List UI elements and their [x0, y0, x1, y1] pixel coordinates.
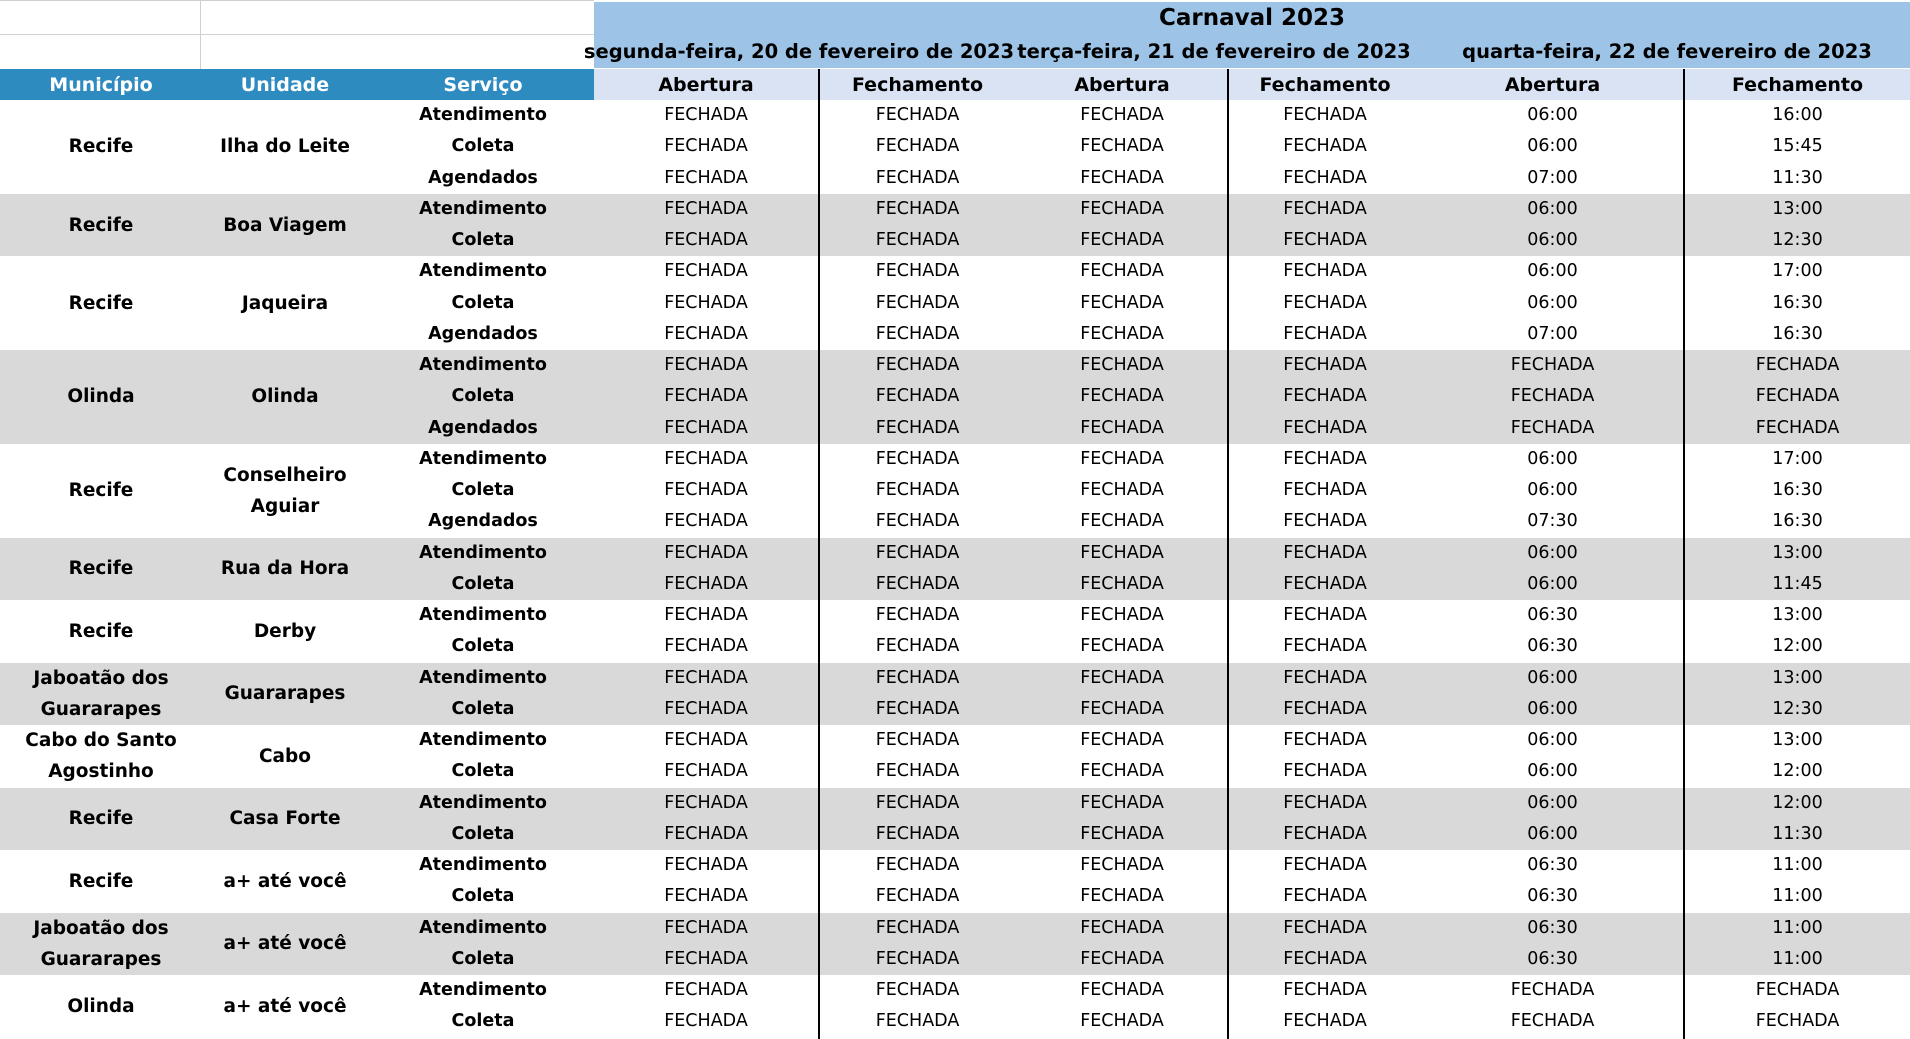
- cell-value: 12:00: [1772, 761, 1823, 782]
- cell-value: FECHADA: [875, 480, 960, 500]
- cell-value: FECHADA: [664, 198, 748, 219]
- cell-value: FECHADA: [1080, 698, 1164, 719]
- col-header-fechamento-2: Fechamento: [1259, 73, 1391, 96]
- cell-value: FECHADA: [875, 355, 960, 375]
- cell-value: FECHADA: [664, 355, 748, 375]
- cell-value: FECHADA: [1080, 823, 1164, 844]
- cell-value: 07:30: [1527, 511, 1578, 532]
- cell-unidade: Cabo: [258, 745, 311, 767]
- cell-value: 06:00: [1527, 542, 1578, 563]
- cell-value: FECHADA: [664, 948, 748, 969]
- col-header-servico: Serviço: [443, 73, 523, 96]
- cell-value: FECHADA: [875, 980, 960, 1000]
- cell-value: FECHADA: [1283, 886, 1367, 907]
- cell-value: FECHADA: [1510, 386, 1595, 407]
- cell-value: FECHADA: [1080, 198, 1164, 219]
- cell-unidade: Olinda: [251, 386, 319, 408]
- table-row: [0, 850, 1910, 881]
- column-separator: [1683, 69, 1685, 1039]
- cell-value: FECHADA: [1080, 386, 1164, 407]
- cell-value: FECHADA: [1080, 167, 1164, 188]
- cell-value: FECHADA: [1080, 448, 1164, 469]
- cell-value: FECHADA: [664, 511, 748, 532]
- cell-unidade: Derby: [253, 620, 317, 642]
- cell-value: 11:00: [1772, 855, 1823, 875]
- cell-value: FECHADA: [1080, 105, 1164, 125]
- cell-value: 06:30: [1527, 917, 1578, 938]
- table-row: [0, 944, 1910, 975]
- cell-municipio: Recife: [68, 480, 134, 502]
- cell-value: 13:00: [1772, 605, 1823, 625]
- cell-value: 06:00: [1527, 573, 1578, 594]
- cell-value: 06:00: [1527, 198, 1578, 219]
- cell-servico: Coleta: [451, 230, 515, 250]
- cell-value: 06:00: [1527, 261, 1578, 282]
- cell-value: 06:30: [1527, 636, 1578, 657]
- cell-value: FECHADA: [664, 542, 748, 563]
- cell-servico: Atendimento: [419, 855, 547, 875]
- table-row: [0, 350, 1910, 381]
- cell-servico: Agendados: [428, 167, 538, 188]
- col-header-abertura-1: Abertura: [658, 73, 754, 96]
- table-row: [0, 913, 1910, 944]
- cell-value: FECHADA: [664, 292, 748, 313]
- cell-value: FECHADA: [1283, 761, 1367, 782]
- table-row: [0, 444, 1910, 475]
- cell-municipio: Jaboatão dos Guararapes: [33, 667, 169, 720]
- cell-value: 07:00: [1527, 167, 1578, 188]
- cell-value: FECHADA: [1080, 605, 1164, 625]
- cell-servico: Atendimento: [419, 605, 547, 625]
- cell-value: 17:00: [1772, 261, 1823, 282]
- cell-value: 16:30: [1772, 480, 1823, 500]
- table-row: [0, 569, 1910, 600]
- cell-value: 07:00: [1527, 323, 1578, 344]
- cell-municipio: Cabo do Santo Agostinho: [25, 730, 177, 783]
- cell-value: FECHADA: [664, 323, 748, 344]
- cell-value: 06:30: [1527, 855, 1578, 875]
- cell-servico: Agendados: [428, 417, 538, 438]
- cell-value: FECHADA: [1283, 730, 1367, 750]
- cell-municipio: Recife: [68, 870, 134, 892]
- cell-value: FECHADA: [664, 730, 748, 750]
- cell-municipio: Jaboatão dos Guararapes: [33, 917, 169, 970]
- cell-value: 12:30: [1772, 698, 1823, 719]
- cell-value: FECHADA: [1755, 355, 1840, 375]
- cell-value: FECHADA: [1283, 948, 1367, 969]
- cell-value: FECHADA: [664, 605, 748, 625]
- col-header-fechamento-1: Fechamento: [851, 73, 984, 96]
- cell-value: FECHADA: [664, 230, 748, 250]
- cell-servico: Atendimento: [419, 261, 547, 282]
- cell-value: FECHADA: [1755, 1011, 1840, 1032]
- cell-unidade: Jaqueira: [241, 292, 329, 314]
- cell-value: FECHADA: [1283, 1011, 1367, 1032]
- table-row: [0, 506, 1910, 537]
- cell-value: FECHADA: [1080, 542, 1164, 563]
- cell-value: 16:30: [1772, 511, 1823, 532]
- cell-value: FECHADA: [1283, 261, 1367, 282]
- cell-value: FECHADA: [1080, 636, 1164, 657]
- cell-value: FECHADA: [1283, 511, 1367, 532]
- cell-value: 11:45: [1772, 573, 1823, 594]
- cell-servico: Coleta: [451, 761, 515, 782]
- cell-servico: Coleta: [451, 823, 515, 844]
- cell-value: FECHADA: [875, 573, 960, 594]
- cell-unidade: Ilha do Leite: [220, 136, 350, 158]
- cell-value: 16:30: [1772, 323, 1823, 344]
- cell-servico: Atendimento: [419, 542, 547, 563]
- cell-value: FECHADA: [664, 636, 748, 657]
- cell-unidade: a+ até você: [223, 933, 347, 955]
- cell-value: 16:30: [1772, 292, 1823, 313]
- cell-value: FECHADA: [1283, 792, 1367, 813]
- cell-value: 12:30: [1772, 230, 1823, 250]
- cell-servico: Atendimento: [419, 917, 547, 938]
- cell-value: FECHADA: [664, 698, 748, 719]
- cell-value: FECHADA: [664, 261, 748, 282]
- cell-value: FECHADA: [664, 823, 748, 844]
- cell-value: FECHADA: [875, 542, 960, 563]
- cell-value: FECHADA: [1080, 667, 1164, 688]
- cell-value: FECHADA: [1283, 323, 1367, 344]
- cell-value: FECHADA: [664, 855, 748, 875]
- cell-value: FECHADA: [875, 292, 960, 313]
- cell-value: 06:00: [1527, 761, 1578, 782]
- cell-value: 11:00: [1772, 948, 1823, 969]
- cell-value: 06:00: [1527, 730, 1578, 750]
- cell-value: FECHADA: [875, 917, 960, 938]
- cell-value: FECHADA: [1283, 636, 1367, 657]
- cell-value: 06:00: [1527, 792, 1578, 813]
- col-header-abertura-2: Abertura: [1074, 73, 1170, 96]
- cell-value: FECHADA: [875, 136, 960, 157]
- day-header-1: segunda-feira, 20 de fevereiro de 2023: [583, 39, 1015, 63]
- cell-value: FECHADA: [1283, 542, 1367, 563]
- table-row: [0, 819, 1910, 850]
- cell-value: FECHADA: [664, 573, 748, 594]
- table-row: [0, 225, 1910, 256]
- cell-value: FECHADA: [664, 761, 748, 782]
- cell-servico: Atendimento: [419, 980, 547, 1000]
- table-row: [0, 1006, 1910, 1037]
- cell-value: FECHADA: [664, 417, 748, 438]
- page-title: Carnaval 2023: [1158, 5, 1346, 31]
- cell-servico: Coleta: [451, 292, 515, 313]
- cell-servico: Atendimento: [419, 730, 547, 750]
- cell-servico: Atendimento: [419, 105, 547, 125]
- cell-municipio: Recife: [68, 136, 134, 158]
- cell-value: 06:00: [1527, 448, 1578, 469]
- cell-value: 11:00: [1772, 917, 1823, 938]
- cell-value: 06:00: [1527, 480, 1578, 500]
- cell-value: 12:00: [1772, 636, 1823, 657]
- table-row: [0, 100, 1910, 131]
- table-row: [0, 256, 1910, 287]
- cell-value: FECHADA: [664, 448, 748, 469]
- cell-value: 06:00: [1527, 698, 1578, 719]
- cell-value: 11:30: [1772, 823, 1823, 844]
- cell-value: FECHADA: [875, 698, 960, 719]
- cell-value: 13:00: [1772, 667, 1823, 688]
- cell-value: FECHADA: [664, 980, 748, 1000]
- cell-value: FECHADA: [1080, 417, 1164, 438]
- col-header-abertura-3: Abertura: [1504, 73, 1601, 96]
- cell-value: FECHADA: [1080, 855, 1164, 875]
- cell-value: FECHADA: [1283, 917, 1367, 938]
- cell-value: FECHADA: [875, 1011, 960, 1032]
- cell-municipio: Olinda: [67, 995, 135, 1017]
- cell-value: 15:45: [1772, 136, 1823, 157]
- cell-servico: Atendimento: [419, 355, 547, 375]
- cell-value: FECHADA: [875, 417, 960, 438]
- cell-value: FECHADA: [664, 917, 748, 938]
- cell-servico: Coleta: [451, 698, 515, 719]
- cell-value: FECHADA: [1080, 917, 1164, 938]
- table-row: [0, 788, 1910, 819]
- cell-value: FECHADA: [1283, 417, 1367, 438]
- cell-value: FECHADA: [664, 167, 748, 188]
- cell-servico: Coleta: [451, 1011, 515, 1032]
- cell-value: FECHADA: [875, 823, 960, 844]
- cell-value: FECHADA: [1080, 292, 1164, 313]
- cell-value: FECHADA: [664, 792, 748, 813]
- cell-value: FECHADA: [1283, 386, 1367, 407]
- day-header-3: quarta-feira, 22 de fevereiro de 2023: [1462, 39, 1872, 63]
- cell-value: FECHADA: [1510, 355, 1595, 375]
- cell-value: FECHADA: [1283, 855, 1367, 875]
- column-separator: [1227, 69, 1229, 1039]
- cell-value: FECHADA: [1283, 198, 1367, 219]
- cell-value: FECHADA: [1080, 355, 1164, 375]
- cell-value: FECHADA: [1080, 761, 1164, 782]
- cell-value: FECHADA: [664, 667, 748, 688]
- cell-value: FECHADA: [1080, 980, 1164, 1000]
- cell-value: 16:00: [1772, 105, 1823, 125]
- cell-value: FECHADA: [875, 261, 960, 282]
- cell-servico: Coleta: [451, 948, 515, 969]
- table-row: [0, 163, 1910, 194]
- cell-value: 06:00: [1527, 136, 1578, 157]
- table-row: [0, 600, 1910, 631]
- cell-value: FECHADA: [1283, 136, 1367, 157]
- cell-value: FECHADA: [664, 105, 748, 125]
- table-row: [0, 663, 1910, 694]
- cell-value: FECHADA: [664, 386, 748, 407]
- cell-value: FECHADA: [1283, 667, 1367, 688]
- cell-unidade: Casa Forte: [229, 808, 341, 830]
- cell-value: FECHADA: [875, 511, 960, 532]
- cell-servico: Coleta: [451, 136, 515, 157]
- cell-servico: Atendimento: [419, 448, 547, 469]
- cell-value: FECHADA: [875, 636, 960, 657]
- cell-value: 06:00: [1527, 667, 1578, 688]
- cell-value: 06:00: [1527, 230, 1578, 250]
- cell-value: FECHADA: [1080, 136, 1164, 157]
- cell-unidade: a+ até você: [223, 870, 347, 892]
- cell-value: FECHADA: [1283, 605, 1367, 625]
- cell-value: FECHADA: [1283, 355, 1367, 375]
- cell-value: FECHADA: [875, 386, 960, 407]
- cell-value: FECHADA: [875, 886, 960, 907]
- table-row: [0, 725, 1910, 756]
- cell-value: 12:00: [1772, 792, 1823, 813]
- cell-servico: Atendimento: [419, 667, 547, 688]
- table-row: [0, 756, 1910, 787]
- col-header-fechamento-3: Fechamento: [1731, 73, 1864, 96]
- cell-value: 06:00: [1527, 292, 1578, 313]
- cell-value: 17:00: [1772, 448, 1823, 469]
- cell-value: 11:30: [1772, 167, 1823, 188]
- cell-municipio: Recife: [68, 620, 134, 642]
- cell-value: FECHADA: [1283, 105, 1367, 125]
- table-row: [0, 381, 1910, 412]
- col-header-municipio: Município: [49, 73, 153, 96]
- cell-value: FECHADA: [1080, 261, 1164, 282]
- cell-value: 06:30: [1527, 948, 1578, 969]
- cell-value: FECHADA: [1755, 980, 1840, 1000]
- cell-unidade: Conselheiro Aguiar: [223, 464, 347, 517]
- cell-value: FECHADA: [1283, 980, 1367, 1000]
- cell-value: FECHADA: [1080, 573, 1164, 594]
- grid-line: [0, 34, 594, 35]
- cell-value: FECHADA: [875, 323, 960, 344]
- table-row: [0, 131, 1910, 162]
- cell-value: FECHADA: [1283, 292, 1367, 313]
- cell-value: FECHADA: [1080, 230, 1164, 250]
- cell-servico: Agendados: [428, 511, 538, 532]
- table-row: [0, 975, 1910, 1006]
- cell-unidade: Rua da Hora: [220, 558, 350, 580]
- cell-value: FECHADA: [1080, 323, 1164, 344]
- cell-value: FECHADA: [1080, 1011, 1164, 1032]
- cell-municipio: Olinda: [67, 386, 135, 408]
- cell-value: 06:30: [1527, 605, 1578, 625]
- cell-value: FECHADA: [875, 792, 960, 813]
- cell-unidade: a+ até você: [223, 995, 347, 1017]
- cell-value: FECHADA: [875, 855, 960, 875]
- table-row: [0, 475, 1910, 506]
- cell-servico: Coleta: [451, 480, 515, 500]
- cell-value: FECHADA: [1283, 480, 1367, 500]
- cell-value: FECHADA: [875, 948, 960, 969]
- cell-value: 13:00: [1772, 542, 1823, 563]
- cell-value: FECHADA: [664, 136, 748, 157]
- cell-value: FECHADA: [664, 1011, 748, 1032]
- cell-value: FECHADA: [1080, 511, 1164, 532]
- table-row: [0, 413, 1910, 444]
- cell-value: FECHADA: [1080, 886, 1164, 907]
- cell-servico: Coleta: [451, 573, 515, 594]
- cell-value: FECHADA: [1080, 480, 1164, 500]
- table-row: [0, 319, 1910, 350]
- cell-value: FECHADA: [875, 167, 960, 188]
- cell-value: FECHADA: [664, 886, 748, 907]
- cell-value: FECHADA: [875, 667, 960, 688]
- cell-value: FECHADA: [875, 105, 960, 125]
- cell-value: FECHADA: [875, 730, 960, 750]
- cell-value: 13:00: [1772, 730, 1823, 750]
- cell-servico: Coleta: [451, 636, 515, 657]
- cell-value: FECHADA: [1283, 230, 1367, 250]
- cell-servico: Atendimento: [419, 792, 547, 813]
- cell-value: FECHADA: [1080, 730, 1164, 750]
- cell-municipio: Recife: [68, 292, 134, 314]
- cell-value: FECHADA: [875, 198, 960, 219]
- cell-servico: Coleta: [451, 386, 515, 407]
- cell-value: FECHADA: [875, 605, 960, 625]
- column-separator: [818, 69, 820, 1039]
- cell-value: FECHADA: [1283, 698, 1367, 719]
- table-row: [0, 288, 1910, 319]
- cell-municipio: Recife: [68, 214, 134, 236]
- cell-value: 13:00: [1772, 198, 1823, 219]
- grid-line: [0, 0, 594, 1]
- cell-value: FECHADA: [664, 480, 748, 500]
- col-header-unidade: Unidade: [240, 73, 330, 96]
- cell-value: 06:30: [1527, 886, 1578, 907]
- cell-value: FECHADA: [875, 761, 960, 782]
- cell-value: 11:00: [1772, 886, 1823, 907]
- cell-value: FECHADA: [1755, 417, 1840, 438]
- cell-servico: Coleta: [451, 886, 515, 907]
- cell-value: FECHADA: [875, 230, 960, 250]
- cell-value: FECHADA: [1080, 948, 1164, 969]
- cell-municipio: Recife: [68, 808, 134, 830]
- cell-unidade: Guararapes: [224, 683, 346, 705]
- cell-municipio: Recife: [68, 558, 134, 580]
- cell-value: FECHADA: [875, 448, 960, 469]
- cell-value: FECHADA: [1080, 792, 1164, 813]
- cell-value: 06:00: [1527, 105, 1578, 125]
- cell-value: FECHADA: [1510, 417, 1595, 438]
- cell-value: FECHADA: [1510, 980, 1595, 1000]
- table-row: [0, 694, 1910, 725]
- cell-servico: Agendados: [428, 323, 538, 344]
- cell-value: FECHADA: [1510, 1011, 1595, 1032]
- cell-value: FECHADA: [1755, 386, 1840, 407]
- cell-value: FECHADA: [1283, 448, 1367, 469]
- table-row: [0, 881, 1910, 912]
- table-row: [0, 631, 1910, 662]
- cell-value: FECHADA: [1283, 167, 1367, 188]
- cell-value: FECHADA: [1283, 573, 1367, 594]
- cell-value: 06:00: [1527, 823, 1578, 844]
- cell-servico: Atendimento: [419, 198, 547, 219]
- table-row: [0, 538, 1910, 569]
- cell-value: FECHADA: [1283, 823, 1367, 844]
- table-row: [0, 194, 1910, 225]
- cell-unidade: Boa Viagem: [223, 214, 347, 236]
- day-header-2: terça-feira, 21 de fevereiro de 2023: [1017, 39, 1411, 63]
